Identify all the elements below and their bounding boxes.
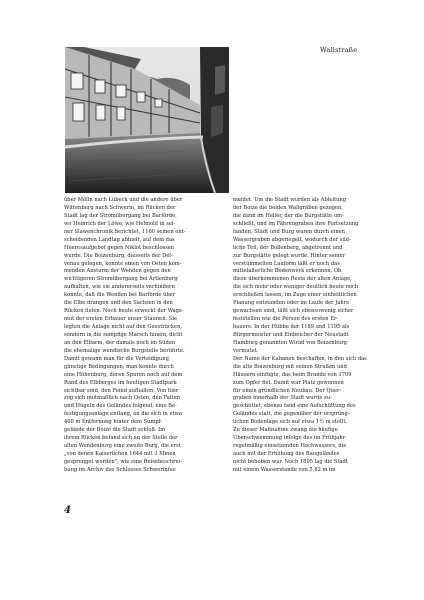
text-line: mut der ersten Erbauer unser Staunen. Sie xyxy=(64,316,178,323)
text-line: festigungsanlage entlang, an die sich in etwa xyxy=(64,411,183,418)
text-line: wichtigeren Stromübergang bei Artlenburg xyxy=(64,276,178,283)
text-line: Hamburg genannten Wirad von Boizenburg xyxy=(233,339,347,346)
text-line: Der Name der Kabanen beschaffen, in den sich das xyxy=(233,355,367,362)
text-line: nicht behoben war. Noch 1895 lag die Stadt xyxy=(233,458,348,465)
text-line: für einen gründlichen Neubau. Der Quer- xyxy=(233,387,342,394)
text-column-left xyxy=(64,197,215,475)
street-photo xyxy=(65,47,229,193)
text-line: zum Opfer fiel. Damit war Platz gewonnen xyxy=(233,379,344,386)
street-photo-icon xyxy=(65,47,229,193)
text-line: Heeresaufgebot gegen Niklot beschlossen xyxy=(64,244,175,251)
text-column-right xyxy=(233,197,384,475)
text-line: Wittenburg nach Schwerin, im Rücken der xyxy=(64,204,176,211)
text-line: erschließen lassen, im Zuge einer einheitlichen xyxy=(233,292,357,299)
text-line: lichen Bodenlage sich auf etwa 1½ m stellt. xyxy=(233,419,348,426)
text-line: und Hügeln des Geländes folgend, eine Be- xyxy=(64,403,177,410)
text-line: menden Ansturm der Wenden gegen den xyxy=(64,268,171,275)
text-line: die sich mehr oder weniger deutlich heute noch xyxy=(233,284,359,291)
text-line: die ehemalige wendische Burgstelle berührte. xyxy=(64,347,185,354)
text-line: scheidenden Landtag abhielt, auf dem das xyxy=(64,236,175,243)
text-line: schließt, und im Fährengraben ihre Fortsetzung xyxy=(233,220,359,227)
text-line: „von denen Kaiserlichen 1644 mit 3 Minen xyxy=(64,451,176,457)
text-line: sondern in die sumpfige Marsch hinein, dicht xyxy=(64,331,183,338)
text-line: mittelalterliche Bodenwerk erkennen. Ob xyxy=(233,268,342,275)
text-line: diese überkommenen Reste der alten Anlage, xyxy=(233,276,352,283)
text-line: der Boize die beiden Wallgräben gezogen, xyxy=(233,204,343,211)
text-line: sichtbar sind, den Feind aufhalten. Von hier xyxy=(64,387,179,394)
text-line: Rand des Elbberges im heutigen Stadtpark xyxy=(64,379,177,386)
text-line: graben innerhalb der Stadt wurde zu- xyxy=(233,395,332,402)
text-line: aufhalten, wie sie andererseits verhindern xyxy=(64,284,175,291)
text-line: legten die Anlage nicht auf den Geestrücken, xyxy=(64,324,183,330)
text-line: Wassergraben abgeriegelt, wodurch der süd- xyxy=(233,236,351,243)
text-line: zur Burgstätte gelegt wurde. Hinter seiner xyxy=(233,252,346,259)
text-line: über Mölln nach Lübeck und die andere über xyxy=(64,197,183,203)
text-line: ihrem Rücken befand sich an der Stelle der xyxy=(64,435,178,442)
text-line: günstige Bedingungen, man konnte durch xyxy=(64,363,174,370)
text-line: fanden. Stadt und Burg waren durch einen xyxy=(233,228,345,235)
text-line: gelände der Boize die Stadt schloß. Im xyxy=(64,427,166,434)
text-line: wurde. Die Boizenburg, diesseits der Del- xyxy=(64,252,173,259)
page-number: 4 xyxy=(64,505,71,516)
text-line: Bürgermeister und Einbeicher der Neustadt xyxy=(233,331,349,338)
text-line: meldet. Um die Stadt wurden als Ableitung xyxy=(233,197,347,203)
photo-caption: Wallstraße xyxy=(320,46,358,54)
text-line: Planung entstanden oder im Laufe der Jahre xyxy=(233,300,350,307)
text-line: 400 m Entfernung hinter dem Sumpf- xyxy=(64,419,163,426)
text-line: feststellen wie die Person des ersten Er- xyxy=(233,316,339,323)
text-line: Rücken fielen. Noch heute erweckt der Wage- xyxy=(64,308,184,315)
text-line: vermutet. xyxy=(233,347,259,354)
text-line: zog sich mutmaßlich nach Osten, den Falten xyxy=(64,395,180,402)
text-line: eine Höhenburg, deren Spuren noch auf dem xyxy=(64,371,183,378)
text-line: venau gelegen, konnte einen von Osten kom- xyxy=(64,260,182,267)
text-line: gesprenget worden", wie eine Reisebeschrei- xyxy=(64,458,183,465)
text-line: die dann im Heller, der die Burgstätte um- xyxy=(233,212,344,219)
text-line: an den Elbarm, der damals noch im Süden xyxy=(64,339,176,346)
text-line: Häusern einfügte, das beim Brande von 1709 xyxy=(233,371,352,378)
text-line: gewachsen sind, läßt sich ebensowenig sicher xyxy=(233,308,354,315)
text-line: bung im Archiv des Schlosses Schwerinfee xyxy=(64,466,176,473)
text-line: die Elbe drangen und den Sachsen in den xyxy=(64,300,173,307)
text-line: geschüttet, ebenso fand eine Aufschüttung des xyxy=(233,403,356,410)
text-line: Damit gewann man für die Verteidigung xyxy=(64,355,169,362)
text-line: ner Slawenchronik berichtet, 1160 seinen ent- xyxy=(64,228,186,235)
text-line: Geländes statt, die gegenüber der ursprüng- xyxy=(233,411,350,418)
text-line: wo Heinrich der Löwe, wie Helmold in sei- xyxy=(64,220,176,227)
text-line: Überschwemmung infolge des im Frühjahr xyxy=(233,435,346,442)
text-line: verstümmelten Lauform läßt er noch das xyxy=(233,260,340,267)
text-line: liche Teil, der Bollenberg, abgetrennt und xyxy=(233,244,343,251)
text-line: die alte Boizenburg mit seinen Straßen und xyxy=(233,363,347,370)
text-line: konnte, daß die Wenden bei Barförde über xyxy=(64,292,176,299)
text-line: Stadt lag der Stromübergang bei Barförde. xyxy=(64,212,177,219)
text-line: bauers. In der Hübbe der 1189 und 1195 als xyxy=(233,324,350,330)
text-line: auch mit der Erhöhung des Baugeländes xyxy=(233,451,340,457)
text-line: Zu dieser Maßnahme zwang die häufige xyxy=(233,427,338,434)
text-line: regelmäßig einsetzenden Hochwassers, die xyxy=(233,443,347,450)
text-line: alten Wendenburg eine zweite Burg, die erst xyxy=(64,443,181,450)
text-line: mit einem Wasserstande von 5,82 m im xyxy=(233,466,336,473)
